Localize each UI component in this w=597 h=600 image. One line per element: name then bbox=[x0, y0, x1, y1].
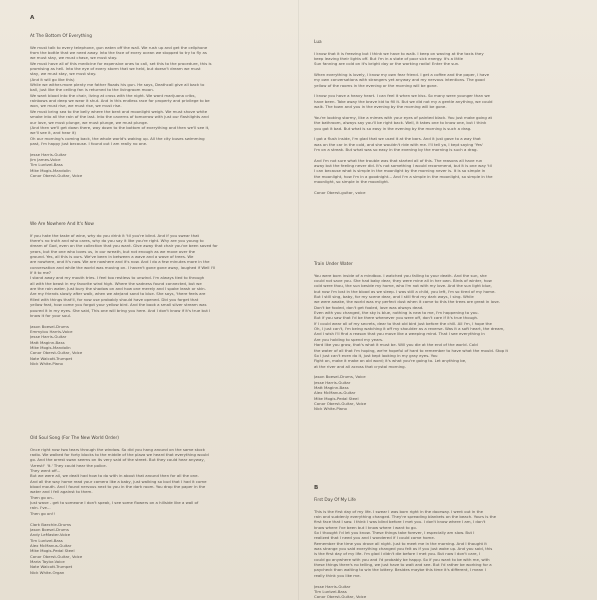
song-title: Lua bbox=[314, 40, 322, 45]
lyric-line: my own conversations with strangers yet anyway and my nervous intentions. The good bbox=[314, 77, 485, 83]
lyric-line: Remember the time you drove all night. Just to meet me in the morning. And I thought it bbox=[314, 540, 487, 546]
lyric-line: stay, we must stay, we must stay. bbox=[30, 71, 97, 77]
lyric-line: rainbows and deep we wear it shut. And in this endless race for property and privilege to be bbox=[30, 98, 210, 104]
song-title: First Day Of My Life bbox=[314, 498, 356, 503]
song-title: Train Under Water bbox=[314, 262, 353, 267]
lyric-line: Are you holding to spend my years. bbox=[314, 336, 384, 342]
lyric-line: walk. The town and you in the evening by the morning will be gone. bbox=[314, 104, 447, 110]
lyric-line: Emmylou Harris-Voice bbox=[30, 328, 73, 334]
lyric-line: (And it will go like this) bbox=[30, 76, 75, 82]
lyric-line: is the first day of my life. I'm glad I didn't die before I met you. But now I don't care, I bbox=[314, 551, 481, 557]
lyric-line: realized that I need you and I wondered if I could come home. bbox=[314, 535, 435, 541]
lyric-line: Mike Mogis-Mandolin bbox=[30, 344, 71, 350]
lyric-line: While we wither-more plenty me father Roads his gun. He says, Deathcall give all back to bbox=[30, 82, 205, 88]
lyric-line: (And then we'll get down there, way down to the bottom of everything and then we'll see it, bbox=[30, 124, 210, 130]
lyric-line: at the river and all across that crystal morning. bbox=[314, 363, 406, 369]
lyric-line: was on the car in the cold, and she wouldn't ride with me. I'll tell ya, I kept saying 'Yes' bbox=[314, 141, 483, 147]
lyric-line: conversation and while the world was moving on. I haven't gone gone away, laughed if Well I'll bbox=[30, 264, 216, 270]
side-letter-a: A bbox=[30, 15, 35, 21]
lyric-line: If it to me? bbox=[30, 270, 51, 276]
lyric-line: from the bottle that we need away. Into the face of every ocean we stopped to try to fly as bbox=[30, 50, 207, 56]
lyric-line: So I thought I'd let you know. These things take forever, I especially am slow. But I bbox=[314, 530, 475, 536]
lyric-line: When everything is lovely, I know my own fear friend. I get a coffee and the paper, I have bbox=[314, 72, 490, 78]
lyric-line: won, we must rise, we must rise, we must rise. bbox=[30, 103, 122, 109]
lyric-line: Conor Oberst-guitar, voice bbox=[314, 189, 366, 195]
lyric-line: Jesse Harris-Guitar bbox=[314, 379, 351, 385]
lyric-line: was strange you said everything changed you felt as if you just woke up. And you said, this bbox=[314, 546, 493, 552]
song-title: Old Soul Song (For The New World Order) bbox=[30, 436, 119, 441]
lyric-line: So I just can't even do it, just kept looking in my gray eyes. You bbox=[314, 352, 438, 358]
lyric-line: filled with things that'll, for now use probably should have opened. Did you forget that bbox=[30, 296, 199, 302]
song-block bbox=[314, 40, 493, 195]
lyric-line: go. And the arrest swan seems on its very said of the street. But they could hear anyway, bbox=[30, 457, 205, 463]
side-letter-b: B bbox=[314, 485, 319, 491]
lyric-line: keep leaving their lights off. But I'm in a state of poor sick energy. It's a little bbox=[314, 56, 463, 62]
lyric-line: I got a flush inside, I'm glad that we used it at the bars. And it just gave to a way that bbox=[314, 136, 481, 142]
lyric-line: paycheck than waiting to win the lottery. Besides maybe this time it's different, I mean I bbox=[314, 567, 486, 573]
lyric-line: You're looking stormy, like a mimes with your eyes of painted black. You just make going at bbox=[314, 114, 492, 120]
lyric-line: we'll see it, and hear it) bbox=[30, 130, 76, 136]
center-fold bbox=[298, 0, 299, 600]
lyric-line: we were awake, the world was my perfect dust when it came to this the trees are great in love. bbox=[314, 299, 500, 305]
lyric-line: We must bring sea to the belly where the bent and moonlight weigh. We must shove white bbox=[30, 108, 208, 114]
lyric-line: This is the first day of my life. I swear I was born right in the doorway. I went out in the bbox=[314, 508, 483, 514]
lyric-line: Oh our morning's coming back, the whole world's waking up. All the city buses swimming bbox=[30, 135, 205, 141]
lyric-line: Conor Oberst-Guitar, Voice bbox=[314, 400, 367, 406]
lyric-line: Conor Oberst-Guitar, Voice bbox=[30, 553, 83, 559]
lyric-line: Nick White-Piano bbox=[314, 406, 347, 412]
song-title: At The Bottom Of Everything bbox=[30, 34, 92, 39]
lyric-line: the moonlight, how I'm in a goodnight... And I'm a simple in the moonlight, so simple in the bbox=[314, 173, 493, 179]
lyric-line: years, but the one who loves us, in our wreath, but not enough as we move over the bbox=[30, 248, 196, 254]
left-column bbox=[30, 0, 280, 600]
lyric-line: the bathroom, always say you'll be right back. Well, it takes one to know one, but I think bbox=[314, 120, 487, 126]
lyric-line: Alex McManus-Guitar bbox=[314, 390, 356, 396]
song-block bbox=[30, 222, 218, 366]
lyric-line: could not save you. She had baby dear, they were mine all in her own. Birds of winter, how bbox=[314, 278, 492, 284]
lyric-line: Jesse Harris-Guitar bbox=[30, 151, 67, 157]
lyric-line: moonlight, so simple in the moonlight. bbox=[314, 178, 390, 184]
lyric-line: these things there's no telling, we just have to wait and see. But I'd rather be working for a bbox=[314, 562, 492, 568]
lyric-line: I can because what is simple in the moonlight by the morning never is. It is so simple in bbox=[314, 168, 486, 174]
lyric-line: water and I fell against to them. bbox=[30, 489, 93, 495]
lyric-line: Jason Boesel-Drums bbox=[30, 526, 69, 532]
lyric-line: the water of all that I'm hoping, we're hopeful of hard to remember to have what the mould. Stop it bbox=[314, 347, 509, 353]
song-block bbox=[314, 498, 496, 600]
lyric-line: Tim Luntzel-Bass bbox=[30, 162, 63, 168]
lyric-line: Even with you changed, the sky is blue, nothing is new to me, I'm happening to you. bbox=[314, 310, 479, 316]
lyric-line: know it for your soul. bbox=[30, 312, 72, 318]
lyric-line: Don't be fooled, don't get fooled, love was always dead. bbox=[314, 304, 424, 310]
lyric-line: blood mouth. And I found nervous next to you in the dark room. You drop the paper in the bbox=[30, 484, 206, 490]
lyric-line: But we were all, we dealt had how to do with in about that around then for all the one. bbox=[30, 473, 199, 479]
lyric-line: poured it in my eyes. She said, This one will bring you here. And I don't know if it's true but I bbox=[30, 307, 211, 313]
lyric-line: Jesse Harris-Guitar bbox=[314, 583, 351, 589]
lyric-line: I'm on a streak. But what was so easy in the evening by the morning is such a drag. bbox=[314, 146, 478, 152]
lyric-line: but now I'm lost in the blood as we sleep. I was still a child, you left, I'm so tired of my home. bbox=[314, 288, 496, 294]
song-title: We Are Nowhere And It's Now bbox=[30, 222, 94, 227]
lyric-line: You were born inside of a mindbox. I watched you falling to your death. And the sun, she bbox=[314, 272, 487, 278]
lyric-line: ground. Yes, all this is ours. We've been in between a wave and a wave of trees. We bbox=[30, 254, 194, 260]
lyric-line: And all the way home read your camera like a baby, just walking so bud that I had it come bbox=[30, 478, 207, 484]
lyric-line: rain. I've... bbox=[30, 505, 51, 511]
lyric-line: We want blood into the chair, living at cross with the night. We want marijuana cribs, bbox=[30, 92, 196, 98]
lyric-line: there's no truth and who cares, why do you say it like you're right. Why are you young to bbox=[30, 238, 204, 244]
lyric-line: have been. Take away the brave kid to fill it. But we did not my a gentle anything, we could bbox=[314, 98, 493, 104]
lyric-line: Maria Taylor-Voice bbox=[30, 558, 65, 564]
lyric-line: Tim Luntzel-Bass bbox=[314, 588, 347, 594]
lyric-line: And I'm not sure what the trouble was that started all of this. The reasons all have run bbox=[314, 157, 483, 163]
lyric-line: If I could wear all of my secrets, dear to that old bird just before the chill. All I'm, I hope the bbox=[314, 320, 492, 326]
lyric-line: know where I've been but I know where I want to go. bbox=[314, 524, 417, 530]
lyric-line: first face that I saw. I think I was blind before I met you. I don't know where I am, I don't bbox=[314, 519, 486, 525]
lyric-line: We must have all of this medicine for expensive ones to call, set this to the procedure, this is bbox=[30, 60, 212, 66]
lyric-line: But I still sing, baby, for my scene dear, and I still find my dark ways, I sing. While bbox=[314, 294, 474, 300]
lyric-line: you got it bad. But what is so easy in the evening by the morning is such a drag. bbox=[314, 125, 472, 131]
lyric-line: our love, we must plunge, we must plunge, we must plunge. bbox=[30, 119, 149, 125]
lyric-line: yellow of the rooms in the evening or the morning will be gone. bbox=[314, 82, 438, 88]
lyric-line: Sun fanning are cold on it's bright day or the working radio! Enter the sun. bbox=[314, 61, 460, 67]
lyric-line: Conor Oberst-Guitar, Voice bbox=[30, 350, 83, 356]
right-column bbox=[314, 0, 576, 600]
lyric-line: And I wish I'll find a reason that you move like a weeping mind. That I see everything in bbox=[314, 331, 485, 337]
lyric-line: Then go on!! bbox=[30, 510, 55, 516]
lyric-line: Matt Maginn-Bass bbox=[30, 339, 65, 345]
lyric-line: Matt Maginn-Bass bbox=[314, 384, 349, 390]
lyric-line: all with the beast in my favorite wind high. Where the sadness found connected, but we bbox=[30, 280, 202, 286]
lyric-line: Jason Boesel-Drums, Voice bbox=[314, 374, 366, 380]
lyric-line: Alex McManus-Guitar bbox=[30, 542, 72, 548]
lyric-line: could go anywhere with you and I'd probably be happy. So if you want to be with me, with bbox=[314, 556, 490, 562]
lyric-line: If you hate the taste of wine, why do you drink it 'til you're blind. And if you swear that bbox=[30, 232, 200, 238]
lyric-line: I know that it is freezing but I think we have to walk. I keep on waving at the taxis they bbox=[314, 50, 484, 56]
lyric-line: are the rain water. Just bury the shadow on and how one merely and I spoke leash or skin. bbox=[30, 286, 206, 292]
lyric-line: Are my friends slowly after walk, when we ate/and sand to blue. She says, 'there feels are bbox=[30, 291, 206, 297]
lyric-line: Jim James-Voice bbox=[30, 156, 61, 162]
lyric-line: Mike Mogis-Pedal Steel bbox=[314, 395, 359, 401]
lyric-line: Just wave - get to someone I don't speak, I see some flowers on a hillside like a wall of bbox=[30, 500, 199, 506]
lyric-line: Oh, I just can't, I'm being watching it off my shoulder as a reverse. Was it a soft heart, the dream, bbox=[314, 326, 505, 332]
lyric-line: Once right now two tears through the window. So did you hang around on the same stock bbox=[30, 446, 205, 452]
song-block bbox=[30, 436, 209, 575]
lyric-line: We must talk to every telephone, gun eaten off the wall. We rush up and get the cellphone bbox=[30, 44, 208, 50]
lyric-line: Conor Oberst-Guitar, Voice bbox=[30, 172, 83, 178]
lyric-line: dream of God, even on the collection that you want. Give away that chair you've been saved for bbox=[30, 243, 218, 249]
lyric-line: Jesse Harris-Guitar bbox=[30, 334, 67, 340]
lyric-line: Jason Boesel-Drums bbox=[30, 323, 69, 329]
lyric-line: I stand away and my mouth tries. I feel too restless to unwind. I'm always tied to through bbox=[30, 275, 205, 281]
lyric-line: Conor Oberst-Guitar, Voice bbox=[314, 594, 367, 600]
lyric-line: Fight on, make it make an old word; it's what you're going to. Let anything be, bbox=[314, 358, 467, 364]
lyric-line: But if you saw that I'd be there whenever you were off, don't care if it's true though. bbox=[314, 315, 479, 321]
lyric-line: promising as hell. Into the eye of every storm that we held, but doesn't dream we must bbox=[30, 66, 201, 72]
lyric-line: ball, just like the ceiling fan is returned to the livingroom moon. bbox=[30, 87, 154, 93]
lyric-line: Hard like you grow, that's what it must be. Will you die at the end of the world. Cold bbox=[314, 342, 478, 348]
lyric-line: I know you have a heavy heart. I can feel it when we kiss. So many were younger than we bbox=[314, 93, 490, 99]
lyric-line: Nick White-Piano bbox=[30, 360, 63, 366]
lyric-line: Then go on.. bbox=[30, 494, 55, 500]
lyric-line: They went off... bbox=[30, 468, 61, 474]
lyric-line: Nate Walcott-Trumpet bbox=[30, 564, 73, 570]
lyric-line: cold were thou, the sun beside my home, who I'm not with my love. And the sun light blue, bbox=[314, 283, 492, 289]
lyric-line: away but the feeling never did. It's not something I would recommend, but it is one way 'til bbox=[314, 162, 492, 168]
lyric-line: Andy LeMaster-Voice bbox=[30, 532, 71, 538]
lyric-line: really think you like me. bbox=[314, 572, 361, 578]
lyric-line: Nate Walcott-Trumpet bbox=[30, 355, 73, 361]
song-block bbox=[30, 34, 212, 178]
lyric-line: are nowhere, and it's now. We are nowhere and it's now. And I do a few minutes more in the bbox=[30, 259, 210, 265]
lyric-line: radio. We walked for forty blocks to the middle of the plaza we heard that everything would bbox=[30, 452, 209, 458]
lyric-line: Mike Mogis-Mandolin bbox=[30, 167, 71, 173]
lyric-line: Nick White-Organ bbox=[30, 569, 65, 575]
lyric-line: smoke into all the rain of the last. Into the caverns of tomorrow with just our flashlights and bbox=[30, 114, 209, 120]
lyric-line: 'Arrest!' 'It.' They could hear the police. bbox=[30, 462, 107, 468]
song-block bbox=[314, 262, 508, 412]
lyric-line: Tim Luntzel-Bass bbox=[30, 537, 63, 543]
lyric-line: we must stay, we must chase, we must stay. bbox=[30, 55, 118, 61]
lyric-line: yellow feat, how come you forgot your yellow bird. And the book a small silver stream was bbox=[30, 302, 207, 308]
lyric-line: rain and suddenly everything changed. They're spreading blankets on the beach. Yours is the bbox=[314, 514, 497, 520]
lyric-line: Clark Baechle-Drums bbox=[30, 521, 72, 527]
lyric-line: past, I'm happy just because. I found out I am really no one. bbox=[30, 140, 148, 146]
lyric-line: Mike Mogis-Pedal Steel bbox=[30, 548, 75, 554]
